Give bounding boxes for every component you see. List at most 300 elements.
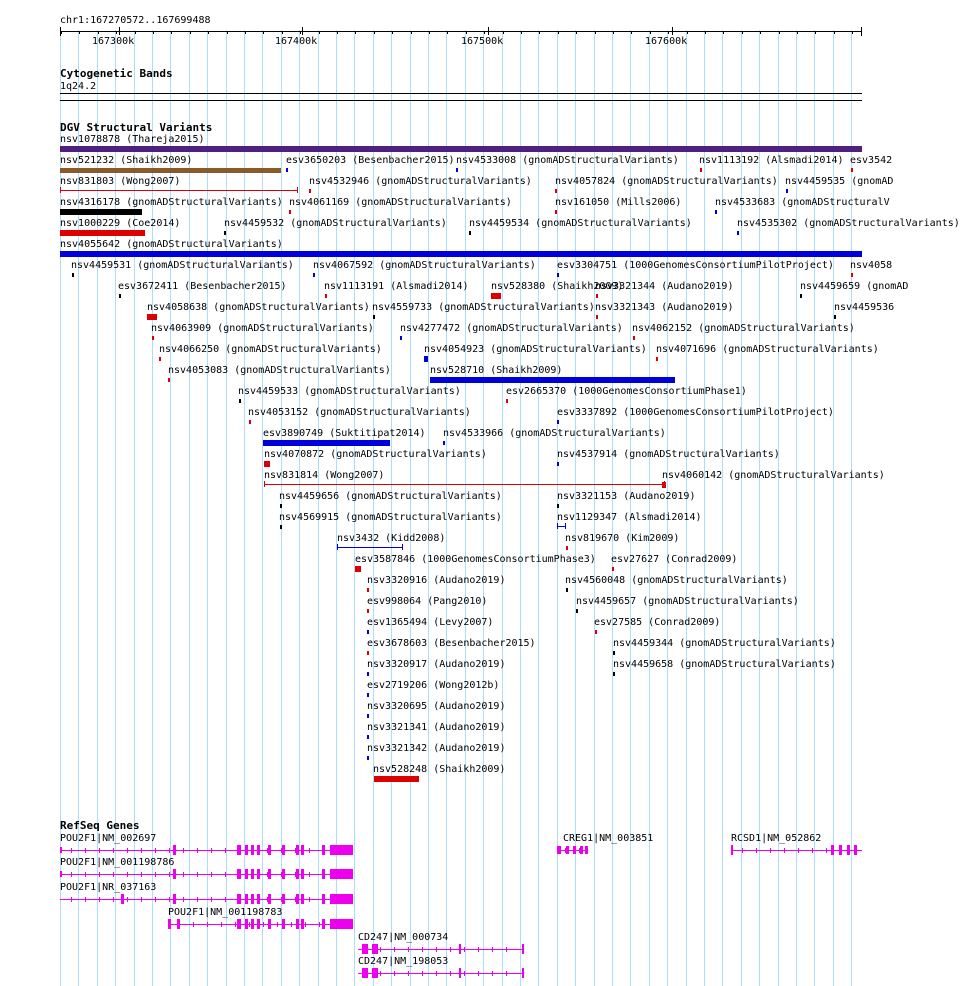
gene-exon[interactable] [296, 919, 299, 929]
variant-bar[interactable] [367, 693, 369, 697]
strand-arrow-right-icon [288, 922, 292, 927]
gene-exon[interactable] [831, 845, 834, 855]
variant-label[interactable]: nsv3432 (Kidd2008) [337, 533, 446, 544]
ruler-minor-tick [337, 31, 338, 34]
gene-exon[interactable] [237, 894, 241, 904]
variant-label[interactable]: nsv3320916 (Audano2019) [367, 575, 506, 586]
variant-bar[interactable] [555, 189, 557, 193]
strand-arrow-right-icon [166, 872, 170, 877]
variant-bar[interactable] [313, 273, 315, 277]
variant-label[interactable]: nsv4058 [850, 260, 893, 271]
variant-label[interactable]: nsv528248 (Shaikh2009) [373, 764, 506, 775]
gene-exon[interactable] [301, 894, 304, 904]
ruler-major-tick [119, 27, 120, 35]
gene-exon[interactable] [237, 869, 241, 879]
variant-bar[interactable] [557, 504, 559, 508]
gene-exon[interactable] [580, 846, 583, 854]
variant-bar[interactable] [596, 315, 598, 319]
gene-exon[interactable] [301, 919, 304, 929]
strand-arrow-left-icon [436, 971, 440, 976]
gene-exon[interactable] [257, 894, 260, 904]
variant-label[interactable]: nsv161050 (Mills2006) [555, 197, 682, 208]
ruler-minor-tick [411, 31, 412, 34]
variant-label[interactable]: esv3337892 (1000GenomesConsortiumPilotProject) [557, 407, 834, 418]
gene-exon[interactable] [459, 944, 461, 954]
variant-label[interactable]: nsv4532946 (gnomADStructuralVariants) [309, 176, 532, 187]
variant-label[interactable]: nsv4316178 (gnomADStructuralVariants) [60, 197, 283, 208]
variant-label[interactable]: nsv4459659 (gnomAD [800, 281, 909, 292]
variant-label[interactable]: nsv831814 (Wong2007) [264, 470, 385, 481]
ruler-minor-tick [668, 31, 669, 34]
variant-bar[interactable] [355, 566, 361, 572]
grid-line [299, 30, 300, 986]
variant-bar[interactable] [152, 336, 154, 340]
variant-bar[interactable] [443, 441, 445, 445]
strand-arrow-right-icon [82, 872, 86, 877]
strand-arrow-right-icon [166, 848, 170, 853]
ruler-minor-tick [374, 31, 375, 34]
gene-label[interactable]: POU2F1|NR_037163 [60, 882, 157, 893]
variant-bar[interactable] [224, 231, 226, 235]
gene-exon[interactable] [60, 871, 62, 877]
gene-exon[interactable] [237, 919, 241, 929]
strand-arrow-right-icon [180, 872, 184, 877]
variant-label[interactable]: esv1365494 (Levy2007) [367, 617, 494, 628]
gene-exon[interactable] [459, 968, 461, 978]
variant-label[interactable]: esv2665370 (1000GenomesConsortiumPhase1) [506, 386, 747, 397]
variant-bar[interactable] [367, 630, 369, 634]
variant-bar[interactable] [633, 336, 635, 340]
variant-line-end[interactable] [264, 481, 265, 487]
gene-exon[interactable] [251, 894, 254, 904]
grid-line [336, 30, 337, 986]
strand-arrow-right-icon [96, 897, 100, 902]
gene-exon[interactable] [245, 919, 248, 929]
variant-bar[interactable] [506, 399, 508, 403]
gene-exon[interactable] [585, 846, 588, 854]
gene-exon[interactable] [245, 894, 248, 904]
variant-label[interactable]: nsv4459533 (gnomADStructuralVariants) [238, 386, 461, 397]
strand-arrow-right-icon [753, 848, 757, 853]
variant-bar[interactable] [656, 357, 658, 361]
gene-exon[interactable] [282, 845, 285, 855]
grid-line [557, 30, 558, 986]
gene-exon[interactable] [251, 919, 254, 929]
gene-label[interactable]: POU2F1|NM_002697 [60, 833, 157, 844]
variant-bar[interactable] [286, 168, 288, 172]
ruler-minor-tick [245, 31, 246, 34]
variant-label[interactable]: nsv4535302 (gnomADStructuralVariants) [737, 218, 960, 229]
strand-arrow-right-icon [809, 848, 813, 853]
variant-line-end[interactable] [565, 523, 566, 529]
gene-exon[interactable] [168, 919, 171, 929]
ruler-minor-tick [116, 31, 117, 34]
variant-label[interactable]: nsv831803 (Wong2007) [60, 176, 181, 187]
variant-bar[interactable] [557, 273, 559, 277]
grid-line [226, 30, 227, 986]
variant-bar[interactable] [800, 294, 802, 298]
gene-exon[interactable] [839, 845, 842, 855]
grid-line [391, 30, 392, 986]
gene-exon[interactable] [330, 894, 353, 904]
variant-bar[interactable] [60, 168, 281, 173]
gene-exon[interactable] [245, 869, 248, 879]
strand-arrow-right-icon [166, 897, 170, 902]
variant-label[interactable]: esv3672411 (Besenbacher2015) [118, 281, 287, 292]
variant-label[interactable]: nsv3321344 (Audano2019) [595, 281, 734, 292]
variant-line-end[interactable] [557, 523, 558, 529]
gene-exon[interactable] [330, 919, 353, 929]
variant-bar[interactable] [374, 776, 419, 782]
variant-bar[interactable] [60, 209, 142, 215]
variant-bar[interactable] [596, 294, 598, 298]
variant-bar[interactable] [367, 714, 369, 718]
variant-bar[interactable] [263, 440, 390, 446]
variant-label[interactable]: nsv4459656 (gnomADStructuralVariants) [279, 491, 502, 502]
gene-exon[interactable] [296, 894, 299, 904]
variant-bar[interactable] [367, 672, 369, 676]
strand-arrow-right-icon [138, 848, 142, 853]
variant-bar[interactable] [469, 231, 471, 235]
variant-bar[interactable] [373, 315, 375, 319]
strand-arrow-right-icon [124, 897, 128, 902]
variant-bar[interactable] [715, 210, 717, 214]
variant-bar[interactable] [491, 293, 501, 299]
strand-arrow-left-icon [506, 971, 510, 976]
variant-label[interactable]: nsv4058638 (gnomADStructuralVariants) [147, 302, 370, 313]
variant-bar[interactable] [249, 420, 251, 424]
variant-label[interactable]: esv27627 (Conrad2009) [611, 554, 738, 565]
variant-line[interactable] [60, 190, 297, 191]
ruler-major-tick [672, 27, 673, 35]
variant-label[interactable]: nsv4459657 (gnomADStructuralVariants) [576, 596, 799, 607]
variant-label[interactable]: esv3304751 (1000GenomesConsortiumPilotProject) [557, 260, 834, 271]
gene-exon[interactable] [301, 845, 304, 855]
variant-bar[interactable] [280, 525, 282, 529]
variant-bar[interactable] [60, 251, 862, 257]
ruler-major-tick [302, 27, 303, 35]
variant-line-end[interactable] [60, 187, 61, 193]
ruler-tick-label: 167600k [645, 36, 688, 47]
variant-bar[interactable] [264, 461, 270, 467]
gene-exon[interactable] [522, 968, 524, 978]
variant-label[interactable]: nsv4061169 (gnomADStructuralVariants) [289, 197, 512, 208]
grid-line [318, 30, 319, 986]
gene-exon[interactable] [282, 894, 285, 904]
strand-arrow-right-icon [222, 848, 226, 853]
strand-arrow-right-icon [194, 848, 198, 853]
strand-arrow-left-icon [408, 947, 412, 952]
gene-exon[interactable] [573, 846, 576, 854]
variant-label[interactable]: nsv4459344 (gnomADStructuralVariants) [613, 638, 836, 649]
gene-exon[interactable] [522, 944, 524, 954]
strand-arrow-right-icon [138, 897, 142, 902]
variant-bar[interactable] [147, 314, 157, 320]
gene-label[interactable]: POU2F1|NM_001198783 [168, 907, 283, 918]
gene-exon[interactable] [121, 894, 124, 904]
grid-line [833, 30, 834, 986]
strand-arrow-right-icon [96, 848, 100, 853]
strand-arrow-right-icon [194, 872, 198, 877]
gene-exon[interactable] [731, 845, 733, 855]
strand-arrow-left-icon [478, 947, 482, 952]
strand-arrow-right-icon [260, 922, 264, 927]
variant-bar[interactable] [280, 504, 282, 508]
variant-label[interactable]: nsv1000229 (Coe2014) [60, 218, 181, 229]
grid-line [207, 30, 208, 986]
strand-arrow-right-icon [204, 922, 208, 927]
dgv-track-title: DGV Structural Variants [60, 121, 213, 134]
gene-exon[interactable] [173, 845, 176, 855]
strand-arrow-right-icon [739, 848, 743, 853]
strand-arrow-left-icon [450, 971, 454, 976]
gene-exon[interactable] [251, 845, 254, 855]
variant-label[interactable]: nsv4055642 (gnomADStructuralVariants) [60, 239, 283, 250]
variant-bar[interactable] [239, 399, 241, 403]
grid-line [354, 30, 355, 986]
variant-bar[interactable] [576, 609, 578, 613]
variant-label[interactable]: esv3650203 (Besenbacher2015) [286, 155, 455, 166]
variant-label[interactable]: nsv1078878 (Thareja2015) [60, 134, 205, 145]
variant-label[interactable]: nsv4459658 (gnomADStructuralVariants) [613, 659, 836, 670]
refseq-track-title: RefSeq Genes [60, 819, 140, 832]
gene-exon[interactable] [322, 845, 325, 855]
variant-bar[interactable] [786, 189, 788, 193]
gene-label[interactable]: CREG1|NM_003851 [563, 833, 654, 844]
strand-arrow-left-icon [436, 947, 440, 952]
grid-line [428, 30, 429, 986]
strand-arrow-right-icon [124, 848, 128, 853]
gene-exon[interactable] [268, 894, 271, 904]
variant-bar[interactable] [851, 168, 853, 172]
gene-exon[interactable] [60, 847, 62, 853]
gene-exon[interactable] [854, 845, 857, 855]
variant-bar[interactable] [613, 672, 615, 676]
gene-exon[interactable] [296, 845, 299, 855]
variant-bar[interactable] [168, 378, 170, 382]
strand-arrow-right-icon [306, 872, 310, 877]
variant-label[interactable]: nsv4070872 (gnomADStructuralVariants) [264, 449, 487, 460]
variant-label[interactable]: nsv4277472 (gnomADStructuralVariants) [400, 323, 623, 334]
gene-label[interactable]: POU2F1|NM_001198786 [60, 857, 175, 868]
variant-label[interactable]: nsv3320695 (Audano2019) [367, 701, 506, 712]
variant-bar[interactable] [595, 630, 597, 634]
variant-label[interactable]: nsv1113191 (Alsmadi2014) [324, 281, 469, 292]
variant-bar[interactable] [289, 210, 291, 214]
variant-bar[interactable] [367, 651, 369, 655]
gene-exon[interactable] [330, 869, 353, 879]
gene-exon[interactable] [257, 919, 260, 929]
gene-exon[interactable] [245, 845, 248, 855]
strand-arrow-left-icon [450, 947, 454, 952]
variant-label[interactable]: esv3587846 (1000GenomesConsortiumPhase3) [355, 554, 596, 565]
variant-line[interactable] [337, 547, 402, 548]
variant-label[interactable]: nsv3321342 (Audano2019) [367, 743, 506, 754]
ruler-minor-tick [705, 31, 706, 34]
variant-label[interactable]: nsv4054923 (gnomADStructuralVariants) [424, 344, 647, 355]
variant-label[interactable]: nsv3321153 (Audano2019) [557, 491, 696, 502]
variant-bar[interactable] [613, 651, 615, 655]
variant-label[interactable]: esv3678603 (Besenbacher2015) [367, 638, 536, 649]
variant-bar[interactable] [456, 168, 458, 172]
variant-label[interactable]: nsv4067592 (gnomADStructuralVariants) [313, 260, 536, 271]
gene-exon[interactable] [177, 919, 180, 929]
variant-bar[interactable] [60, 230, 145, 236]
variant-label[interactable]: esv27585 (Conrad2009) [594, 617, 721, 628]
gene-label[interactable]: CD247|NM_000734 [358, 932, 449, 943]
variant-label[interactable]: nsv4053083 (gnomADStructuralVariants) [168, 365, 391, 376]
variant-label[interactable]: nsv4063909 (gnomADStructuralVariants) [151, 323, 374, 334]
variant-label[interactable]: nsv3320917 (Audano2019) [367, 659, 506, 670]
variant-line[interactable] [557, 526, 565, 527]
variant-label[interactable]: nsv4459535 (gnomAD [785, 176, 894, 187]
gene-exon[interactable] [268, 869, 271, 879]
variant-bar[interactable] [367, 735, 369, 739]
variant-label[interactable]: nsv1129347 (Alsmadi2014) [557, 512, 702, 523]
variant-bar[interactable] [555, 210, 557, 214]
gene-exon[interactable] [237, 845, 241, 855]
gene-exon[interactable] [372, 944, 378, 954]
gene-exon[interactable] [257, 845, 260, 855]
gene-label[interactable]: RCSD1|NM_052862 [731, 833, 822, 844]
gene-exon[interactable] [257, 869, 260, 879]
gene-exon[interactable] [268, 919, 271, 929]
variant-line-end[interactable] [297, 187, 298, 193]
variant-bar[interactable] [612, 567, 614, 571]
variant-bar[interactable] [834, 315, 836, 319]
variant-line-end[interactable] [402, 544, 403, 550]
strand-arrow-right-icon [68, 897, 72, 902]
variant-bar[interactable] [72, 273, 74, 277]
gene-exon[interactable] [322, 869, 325, 879]
variant-label[interactable]: nsv4533683 (gnomADStructuralV [715, 197, 890, 208]
variant-bar[interactable] [367, 756, 369, 760]
variant-bar[interactable] [159, 357, 161, 361]
variant-bar[interactable] [566, 588, 568, 592]
ruler-minor-tick [760, 31, 761, 34]
gene-exon[interactable] [251, 869, 254, 879]
gene-label[interactable]: CD247|NM_198053 [358, 956, 449, 967]
variant-label[interactable]: nsv4053152 (gnomADStructuralVariants) [248, 407, 471, 418]
gene-exon[interactable] [330, 845, 353, 855]
strand-arrow-left-icon [506, 947, 510, 952]
variant-label[interactable]: nsv4062152 (gnomADStructuralVariants) [632, 323, 855, 334]
variant-bar[interactable] [566, 546, 568, 550]
variant-bar[interactable] [424, 356, 428, 362]
variant-bar[interactable] [60, 146, 862, 152]
variant-label[interactable]: nsv4459536 [834, 302, 895, 313]
gene-exon[interactable] [282, 919, 285, 929]
strand-arrow-right-icon [306, 848, 310, 853]
variant-label[interactable]: nsv3321341 (Audano2019) [367, 722, 506, 733]
gene-exon[interactable] [566, 846, 569, 854]
grid-line [189, 30, 190, 986]
variant-label[interactable]: nsv528380 (Shaikh2009) [491, 281, 624, 292]
ruler-tick-label: 167300k [92, 36, 135, 47]
gene-exon[interactable] [301, 869, 304, 879]
variant-label[interactable]: nsv4537914 (gnomADStructuralVariants) [557, 449, 780, 460]
strand-arrow-right-icon [96, 872, 100, 877]
variant-label[interactable]: esv3890749 (Suktitipat2014) [263, 428, 426, 439]
grid-line [538, 30, 539, 986]
ruler-minor-tick [650, 31, 651, 34]
variant-bar[interactable] [851, 273, 853, 277]
variant-bar[interactable] [662, 482, 666, 488]
gene-exon[interactable] [296, 869, 299, 879]
variant-bar[interactable] [309, 189, 311, 193]
ruler-minor-tick [834, 31, 835, 34]
variant-line[interactable] [264, 484, 664, 485]
variant-label[interactable]: nsv4569915 (gnomADStructuralVariants) [279, 512, 502, 523]
ruler-minor-tick [484, 31, 485, 34]
gene-exon[interactable] [322, 894, 325, 904]
variant-bar[interactable] [367, 609, 369, 613]
strand-arrow-right-icon [180, 897, 184, 902]
grid-line [502, 30, 503, 986]
variant-label[interactable]: nsv4060142 (gnomADStructuralVariants) [662, 470, 885, 481]
variant-label[interactable]: nsv528710 (Shaikh2009) [430, 365, 563, 376]
variant-line-end[interactable] [337, 544, 338, 550]
gene-exon[interactable] [847, 845, 850, 855]
variant-label[interactable]: nsv4459532 (gnomADStructuralVariants) [224, 218, 447, 229]
variant-bar[interactable] [367, 588, 369, 592]
strand-arrow-right-icon [152, 872, 156, 877]
variant-label[interactable]: nsv4533966 (gnomADStructuralVariants) [443, 428, 666, 439]
variant-label[interactable]: nsv3321343 (Audano2019) [595, 302, 734, 313]
strand-arrow-right-icon [208, 848, 212, 853]
gene-exon[interactable] [362, 944, 368, 954]
variant-bar[interactable] [737, 231, 739, 235]
variant-label[interactable]: nsv4071696 (gnomADStructuralVariants) [656, 344, 879, 355]
variant-label[interactable]: nsv4459534 (gnomADStructuralVariants) [469, 218, 692, 229]
variant-bar[interactable] [700, 168, 702, 172]
variant-bar[interactable] [430, 377, 675, 383]
variant-label[interactable]: nsv4066250 (gnomADStructuralVariants) [159, 344, 382, 355]
variant-label[interactable]: nsv4057824 (gnomADStructuralVariants) [555, 176, 778, 187]
gene-exon[interactable] [282, 869, 285, 879]
gene-exon[interactable] [173, 869, 176, 879]
gene-exon[interactable] [557, 846, 561, 854]
variant-label[interactable]: nsv1113192 (Alsmadi2014) [699, 155, 844, 166]
variant-label[interactable]: nsv4459531 (gnomADStructuralVariants) [71, 260, 294, 271]
gene-exon[interactable] [173, 894, 176, 904]
variant-bar[interactable] [119, 294, 121, 298]
variant-label[interactable]: nsv4533008 (gnomADStructuralVariants) [456, 155, 679, 166]
strand-arrow-left-icon [492, 971, 496, 976]
grid-line [851, 30, 852, 986]
ruler-major-tick [488, 27, 489, 35]
gene-exon[interactable] [322, 919, 325, 929]
gene-exon[interactable] [268, 845, 271, 855]
ruler-tick-label: 167500k [461, 36, 504, 47]
variant-bar[interactable] [400, 336, 402, 340]
variant-label[interactable]: nsv4559733 (gnomADStructuralVariants) [372, 302, 595, 313]
gene-exon[interactable] [372, 968, 378, 978]
cytoband-track-title: Cytogenetic Bands [60, 67, 173, 80]
strand-arrow-left-icon [422, 947, 426, 952]
gene-exon[interactable] [362, 968, 368, 978]
variant-bar[interactable] [557, 462, 559, 466]
variant-bar[interactable] [557, 420, 559, 424]
variant-label[interactable]: nsv521232 (Shaikh2009) [60, 155, 193, 166]
ruler-minor-tick [742, 31, 743, 34]
variant-label[interactable]: esv998064 (Pang2010) [367, 596, 488, 607]
variant-label[interactable]: esv3542 [850, 155, 893, 166]
variant-label[interactable]: esv2719206 (Wong2012b) [367, 680, 500, 691]
variant-label[interactable]: nsv4560048 (gnomADStructuralVariants) [565, 575, 788, 586]
variant-label[interactable]: nsv819670 (Kim2009) [565, 533, 680, 544]
variant-bar[interactable] [325, 294, 327, 298]
